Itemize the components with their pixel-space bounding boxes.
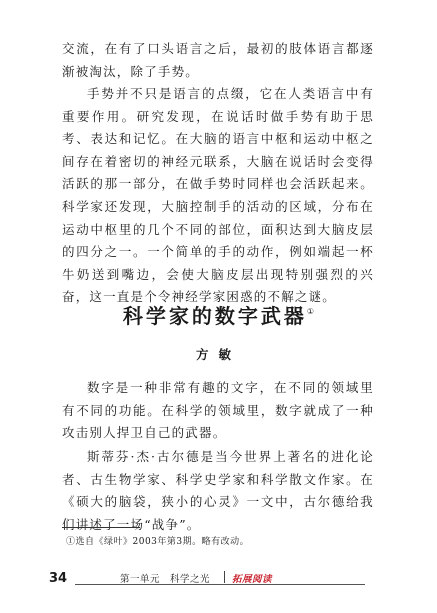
paragraph-continued: 交流，在有了口头语言之后，最初的肢体语言都逐渐被淘汰，除了手势。 [62,41,374,79]
article-title [0,300,437,329]
article-title-text: 科学家的数字武器 [122,304,307,328]
footnote-divider [62,527,140,528]
footnote: ①选自《绿叶》2003年第3期。略有改动。 [66,537,250,547]
paragraph-gould: 斯蒂芬·杰·古尔德是当今世界上著名的进化论者、古生物学家、科学史学家和科学散文作家。在《硕大的脑袋，狭小的心灵》一文中，古尔德给我们讲述了一场“战争”。 [62,449,374,532]
article-author: 方敏 [195,347,241,362]
paragraph-numbers-intro: 数字是一种非常有趣的文字，在不同的领域里有不同的功能。在科学的领域里，数字就成了一种攻击别人捍卫自己的武器。 [62,380,374,441]
footer-rule [75,584,365,585]
unit-label: 第一单元 科学之光 [120,574,211,585]
section-label: 拓展阅读 [232,574,273,585]
page-number: 34 [49,571,68,586]
footer-separator [224,571,225,583]
paragraph-gesture-role: 手势并不只是语言的点缀，它在人类语言中有重要作用。研究发现，在说话时做手势有助于思考、表达和记忆。在大脑的语言中枢和运动中枢之间存在着密切的神经元联系，大脑在说话时会变得活跃的那一部分，在做手势时同样也会活跃起来。科学家还发现，大脑控制手的活动的区域，分布在运动中枢里的几个不同的部位，面积达到大脑皮层的四分之一。一个简单的手的动作，例如端起一杯牛奶送到嘴边，会使大脑皮层出现特别强烈的兴奋，这一直是个令神经学家困惑的不解之谜。 [62,86,374,305]
page-footer [0,568,437,592]
title-footnote-marker: ① [306,307,315,316]
